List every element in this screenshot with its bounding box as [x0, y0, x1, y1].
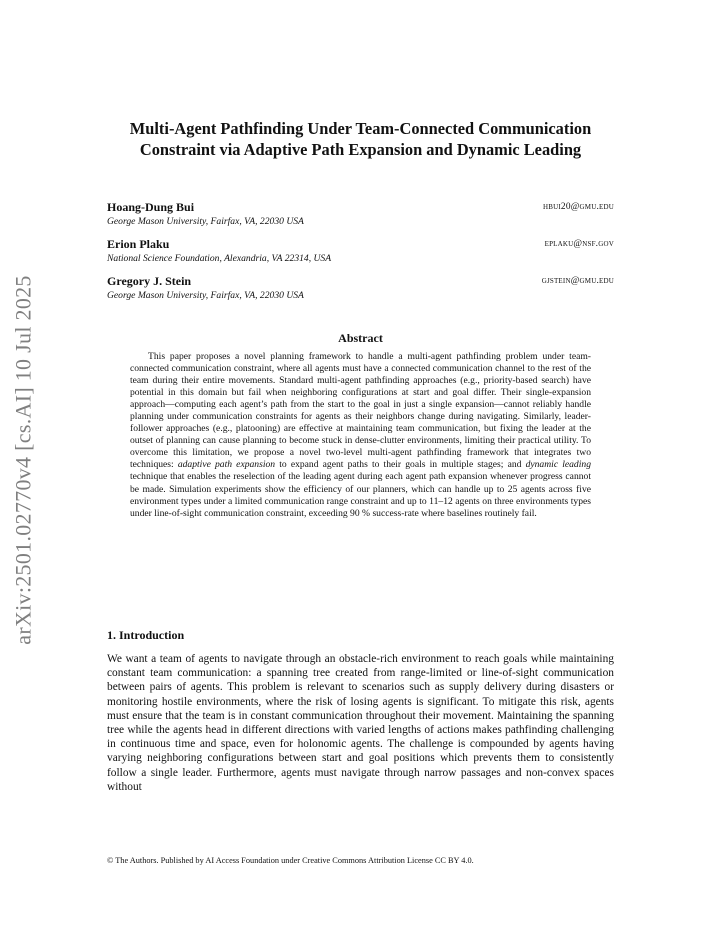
arxiv-stamp	[4, 260, 44, 660]
author-2	[107, 237, 614, 274]
abstract-part-3: technique that enables the reselection of the leading agent during each agent path expansion whenever progress cannot be made. Simulation experiments show the efficiency of our planners, which can handle up to 25 agents across five environment types under a limited communication range constraint and up to 11–12 agents on three environments types under line-of-sight communication constraint, exceeding 90 % success-rate where baselines routinely fail.	[130, 471, 591, 519]
author-affiliation: George Mason University, Fairfax, VA, 22030 USA	[107, 216, 304, 227]
introduction-text: We want a team of agents to navigate through an obstacle-rich environment to reach goals while maintaining constant team communication: a spanning tree created from range-limited or line-of-sight communication between pairs of agents. This problem is relevant to scenarios such as supply delivery during disasters or monitoring hostile environments, where the risk of losing agents is significant. To mitigate this risk, agents must ensure that the team is in constant communication throughout their movement. Maintaining the spanning tree while the agents head in different directions with varied lengths of actions makes pathfinding challenging in continuous time and space, even for holonomic agents. The challenge is compounded by agents having varying neighboring configurations between start and goal positions which prevents them to consistently follow a single leader. Furthermore, agents must navigate through narrow passages and non-convex spaces without	[107, 653, 614, 793]
author-email: gjstein@gmu.edu	[541, 276, 614, 286]
author-email: hbui20@gmu.edu	[543, 202, 614, 212]
author-1	[107, 200, 614, 237]
author-block	[107, 200, 614, 311]
author-name: Erion Plaku	[107, 237, 170, 251]
paper-title: Multi-Agent Pathfinding Under Team-Connected Communication Constraint via Adaptive Path Expansion and Dynamic Leading	[129, 119, 592, 159]
abstract-heading: Abstract	[338, 331, 383, 345]
author-3	[107, 274, 614, 311]
arxiv-id: arXiv:2501.02770v4 [cs.AI] 10 Jul 2025	[11, 275, 37, 645]
license-footer: © The Authors. Published by AI Access Foundation under Creative Commons Attribution License CC BY 4.0.	[107, 856, 474, 865]
abstract-part-1: This paper proposes a novel planning framework to handle a multi-agent pathfinding problem under team-connected communication constraint, where all agents must have a connected communication channel to the rest of the team during their entire movements. Standard multi-agent pathfinding approaches (e.g., priority-based search) have potential in this domain but fail when neighboring configurations at start and goal differ. Their single-expansion approach—computing each agent’s path from the start to the goal in just a single expansion—cannot reliably handle planning under communication constraints for agents as their neighbors change during navigating. Similarly, leader-follower approaches (e.g., platooning) are effective at maintaining team communication, but fixing the leader at the outset of planning can cause planning to become stuck in dense-clutter environments, limiting their practical utility. To overcome this limitation, we propose a novel two-level multi-agent pathfinding framework that integrates two techniques:	[130, 351, 591, 471]
abstract-part-2: to expand agent paths to their goals in multiple stages; and	[275, 459, 526, 471]
author-email: eplaku@nsf.gov	[544, 239, 614, 249]
introduction-heading: 1. Introduction	[107, 628, 185, 642]
author-name: Hoang-Dung Bui	[107, 200, 195, 214]
abstract-section	[130, 331, 591, 520]
introduction-section	[107, 628, 614, 794]
author-affiliation: George Mason University, Fairfax, VA, 22030 USA	[107, 290, 304, 301]
author-name: Gregory J. Stein	[107, 274, 192, 288]
abstract-text	[130, 351, 591, 520]
abstract-emphasis-2: dynamic leading	[525, 459, 591, 471]
author-affiliation: National Science Foundation, Alexandria, VA 22314, USA	[107, 253, 332, 264]
abstract-emphasis-1: adaptive path expansion	[177, 459, 276, 471]
